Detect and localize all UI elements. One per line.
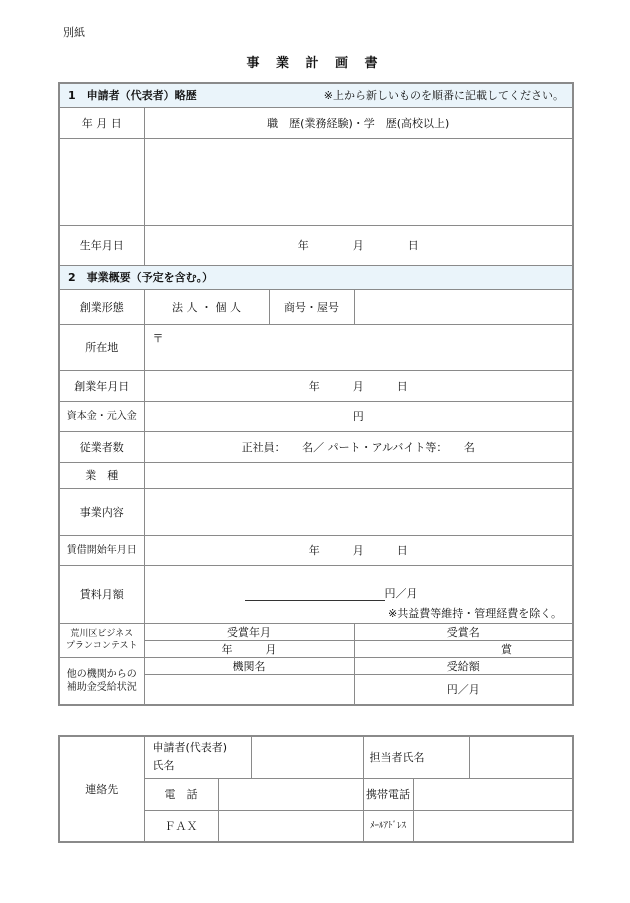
contest-label-line2: プランコンテスト — [65, 641, 138, 651]
award-name-label: 受賞名 — [354, 623, 573, 640]
postal-mark: 〒 — [152, 331, 164, 345]
agency-label: 機関名 — [144, 657, 354, 674]
contact-table — [58, 735, 574, 843]
award-date-label: 受賞年月 — [144, 623, 354, 640]
founding-date-label: 創業年月日 — [59, 370, 144, 401]
industry-value[interactable] — [144, 462, 573, 488]
business-content-label: 事業内容 — [59, 488, 144, 535]
capital-value[interactable]: 円 — [144, 401, 573, 431]
subsidy-label-line1: 他の機関からの — [66, 668, 137, 680]
applicant-label-line1: 申請者(代表者) — [152, 741, 228, 754]
history-date-cell[interactable] — [59, 138, 144, 225]
mobile-label: 携帯電話 — [363, 778, 413, 810]
section1-note: ※上から新しいものを順番に記載してください。 — [323, 89, 564, 103]
rent-amount-line — [245, 588, 385, 601]
lease-start-label: 賃借開始年月日 — [59, 535, 144, 565]
section1-title: 1 申請者（代表者）略歴 — [68, 89, 197, 103]
contest-label-line1: 荒川区ビジネス — [70, 629, 134, 639]
col-date-header: 年 月 日 — [59, 107, 144, 138]
award-date-value[interactable]: 年 月 — [144, 640, 354, 657]
email-label: ﾒｰﾙｱﾄﾞﾚｽ — [363, 810, 413, 842]
award-name-value[interactable] — [354, 640, 573, 657]
award-name-suffix: 賞 — [501, 642, 512, 656]
document-title: 事 業 計 画 書 — [246, 56, 384, 71]
contest-label — [59, 623, 144, 657]
email-value[interactable] — [413, 810, 573, 842]
amount-value[interactable]: 円／月 — [354, 674, 573, 705]
phone-label: 電 話 — [144, 778, 218, 810]
subsidy-label-line2: 補助金受給状況 — [66, 681, 137, 693]
rent-note: ※共益費等維持・管理経費を除く。 — [388, 606, 562, 620]
col-history-header: 職 歴(業務経験)・学 歴(高校以上) — [144, 107, 573, 138]
applicant-name-value[interactable] — [251, 736, 363, 778]
employees-value[interactable]: 正社員： 名／ パート・アルバイト等： 名 — [144, 431, 573, 462]
phone-value[interactable] — [218, 778, 363, 810]
annex-label: 別紙 — [63, 26, 85, 39]
fax-label: ＦＡＸ — [144, 810, 218, 842]
address-value[interactable] — [144, 324, 573, 370]
lease-start-value[interactable]: 年 月 日 — [144, 535, 573, 565]
business-plan-table — [58, 82, 574, 706]
fax-value[interactable] — [218, 810, 363, 842]
amount-label: 受給額 — [354, 657, 573, 674]
agency-value[interactable] — [144, 674, 354, 705]
staff-name-label: 担当者氏名 — [363, 736, 469, 778]
trade-name-label: 商号・屋号 — [269, 289, 354, 324]
applicant-name-label — [144, 736, 251, 778]
applicant-label-line2: 氏名 — [152, 759, 175, 772]
birth-date-label: 生年月日 — [59, 225, 144, 265]
business-form-label: 創業形態 — [59, 289, 144, 324]
capital-label: 資本金・元入金 — [59, 401, 144, 431]
rent-unit: 円／月 — [384, 586, 418, 600]
trade-name-value[interactable] — [354, 289, 573, 324]
staff-name-value[interactable] — [469, 736, 573, 778]
employees-label: 従業者数 — [59, 431, 144, 462]
section2-heading: 2 事業概要（予定を含む。） — [59, 265, 573, 289]
subsidy-label — [59, 657, 144, 705]
business-form-value[interactable]: 法 人 ・ 個 人 — [144, 289, 269, 324]
mobile-value[interactable] — [413, 778, 573, 810]
section1-heading — [59, 83, 573, 107]
history-entry-cell[interactable] — [144, 138, 573, 225]
rent-value[interactable] — [144, 565, 573, 623]
contact-label: 連絡先 — [59, 736, 144, 842]
business-content-value[interactable] — [144, 488, 573, 535]
industry-label: 業 種 — [59, 462, 144, 488]
founding-date-value[interactable]: 年 月 日 — [144, 370, 573, 401]
birth-date-value[interactable]: 年 月 日 — [144, 225, 573, 265]
address-label: 所在地 — [59, 324, 144, 370]
rent-label: 賃料月額 — [59, 565, 144, 623]
